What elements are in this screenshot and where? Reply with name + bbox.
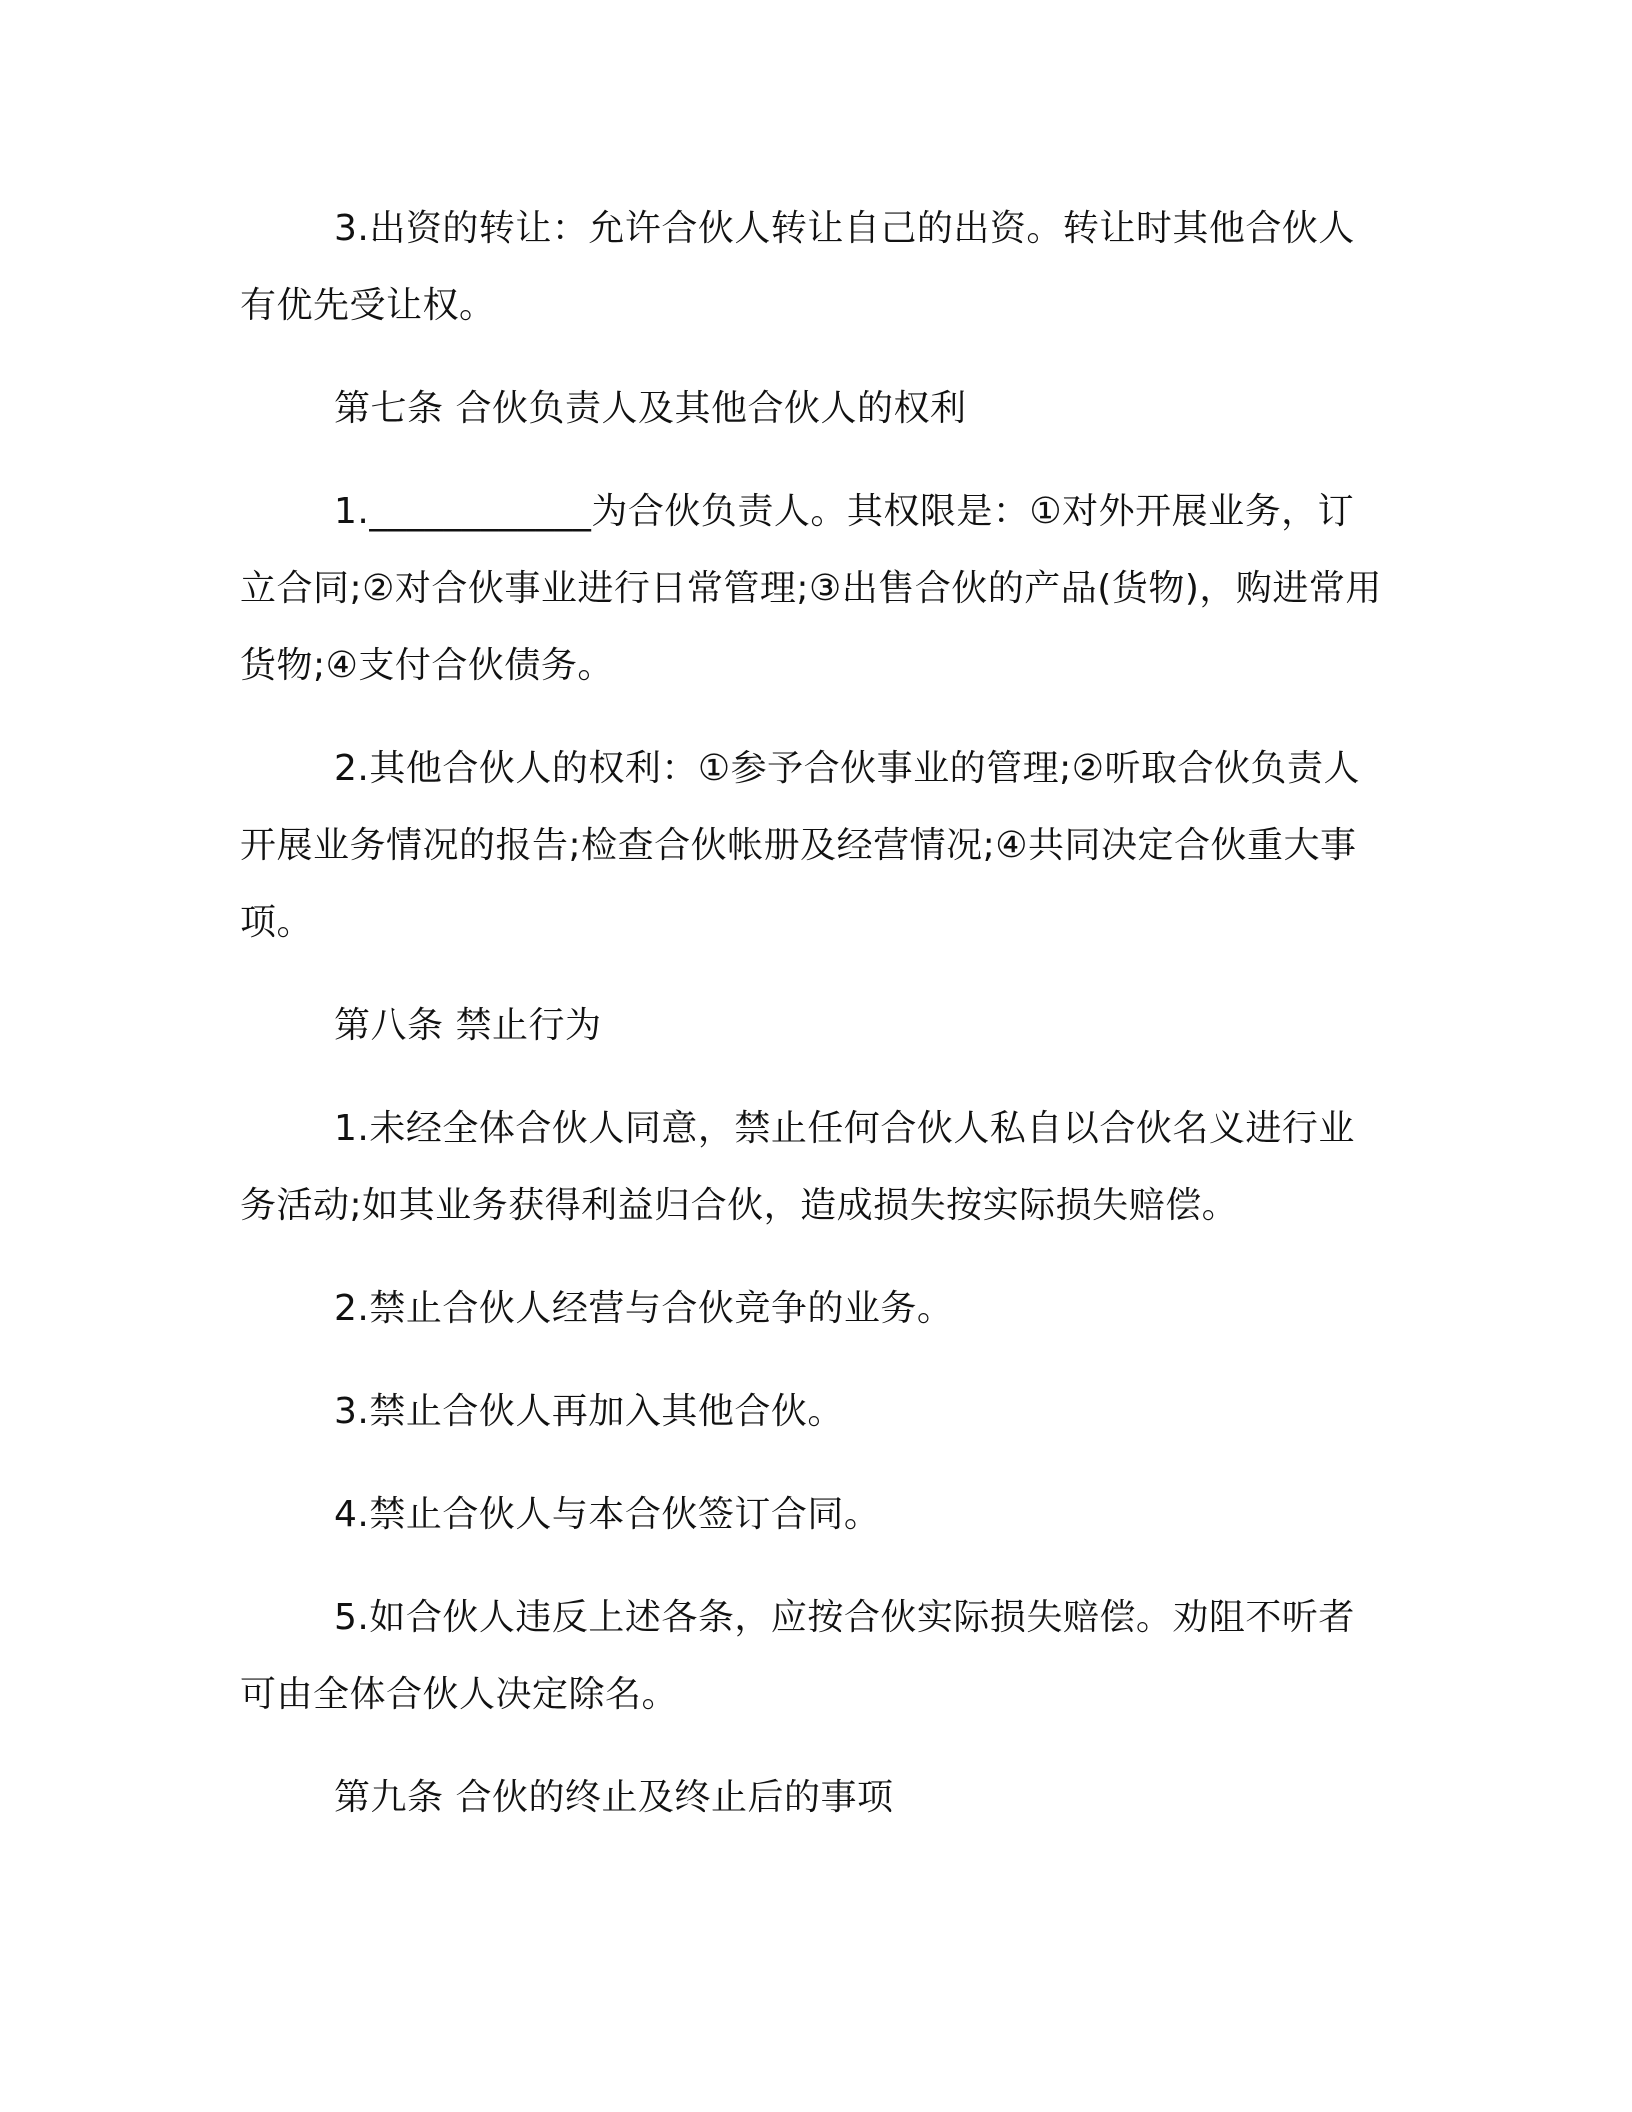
paragraph-manager-authority: 1.____________为合伙负责人。其权限是：①对外开展业务，订立合同;②对合伙事业进行日常管理;③出售合伙的产品(货物)，购进常用货物;④支付合伙债务。: [240, 491, 1382, 686]
paragraph-prohibition-2: 2.禁止合伙人经营与合伙竞争的业务。: [334, 1288, 954, 1329]
paragraph-partner-rights: 2.其他合伙人的权利：①参予合伙事业的管理;②听取合伙负责人开展业务情况的报告;检查合伙帐册及经营情况;④共同决定合伙重大事项。: [240, 748, 1361, 943]
document-body: [240, 190, 1390, 1862]
paragraph-prohibition-4: 4.禁止合伙人与本合伙签订合同。: [334, 1494, 881, 1535]
paragraph-prohibition-1: 1.未经全体合伙人同意，禁止任何合伙人私自以合伙名义进行业务活动;如其业务获得利益归合伙，造成损失按实际损失赔偿。: [240, 1108, 1355, 1226]
article-9-heading: 第九条 合伙的终止及终止后的事项: [334, 1777, 894, 1818]
paragraph-prohibition-5: 5.如合伙人违反上述各条，应按合伙实际损失赔偿。劝阻不听者可由全体合伙人决定除名。: [240, 1597, 1355, 1715]
paragraph-prohibition-3: 3.禁止合伙人再加入其他合伙。: [334, 1391, 844, 1432]
article-8-heading: 第八条 禁止行为: [334, 1005, 602, 1046]
paragraph-capital-transfer: 3.出资的转让：允许合伙人转让自己的出资。转让时其他合伙人有优先受让权。: [240, 208, 1355, 326]
article-7-heading: 第七条 合伙负责人及其他合伙人的权利: [334, 388, 967, 429]
